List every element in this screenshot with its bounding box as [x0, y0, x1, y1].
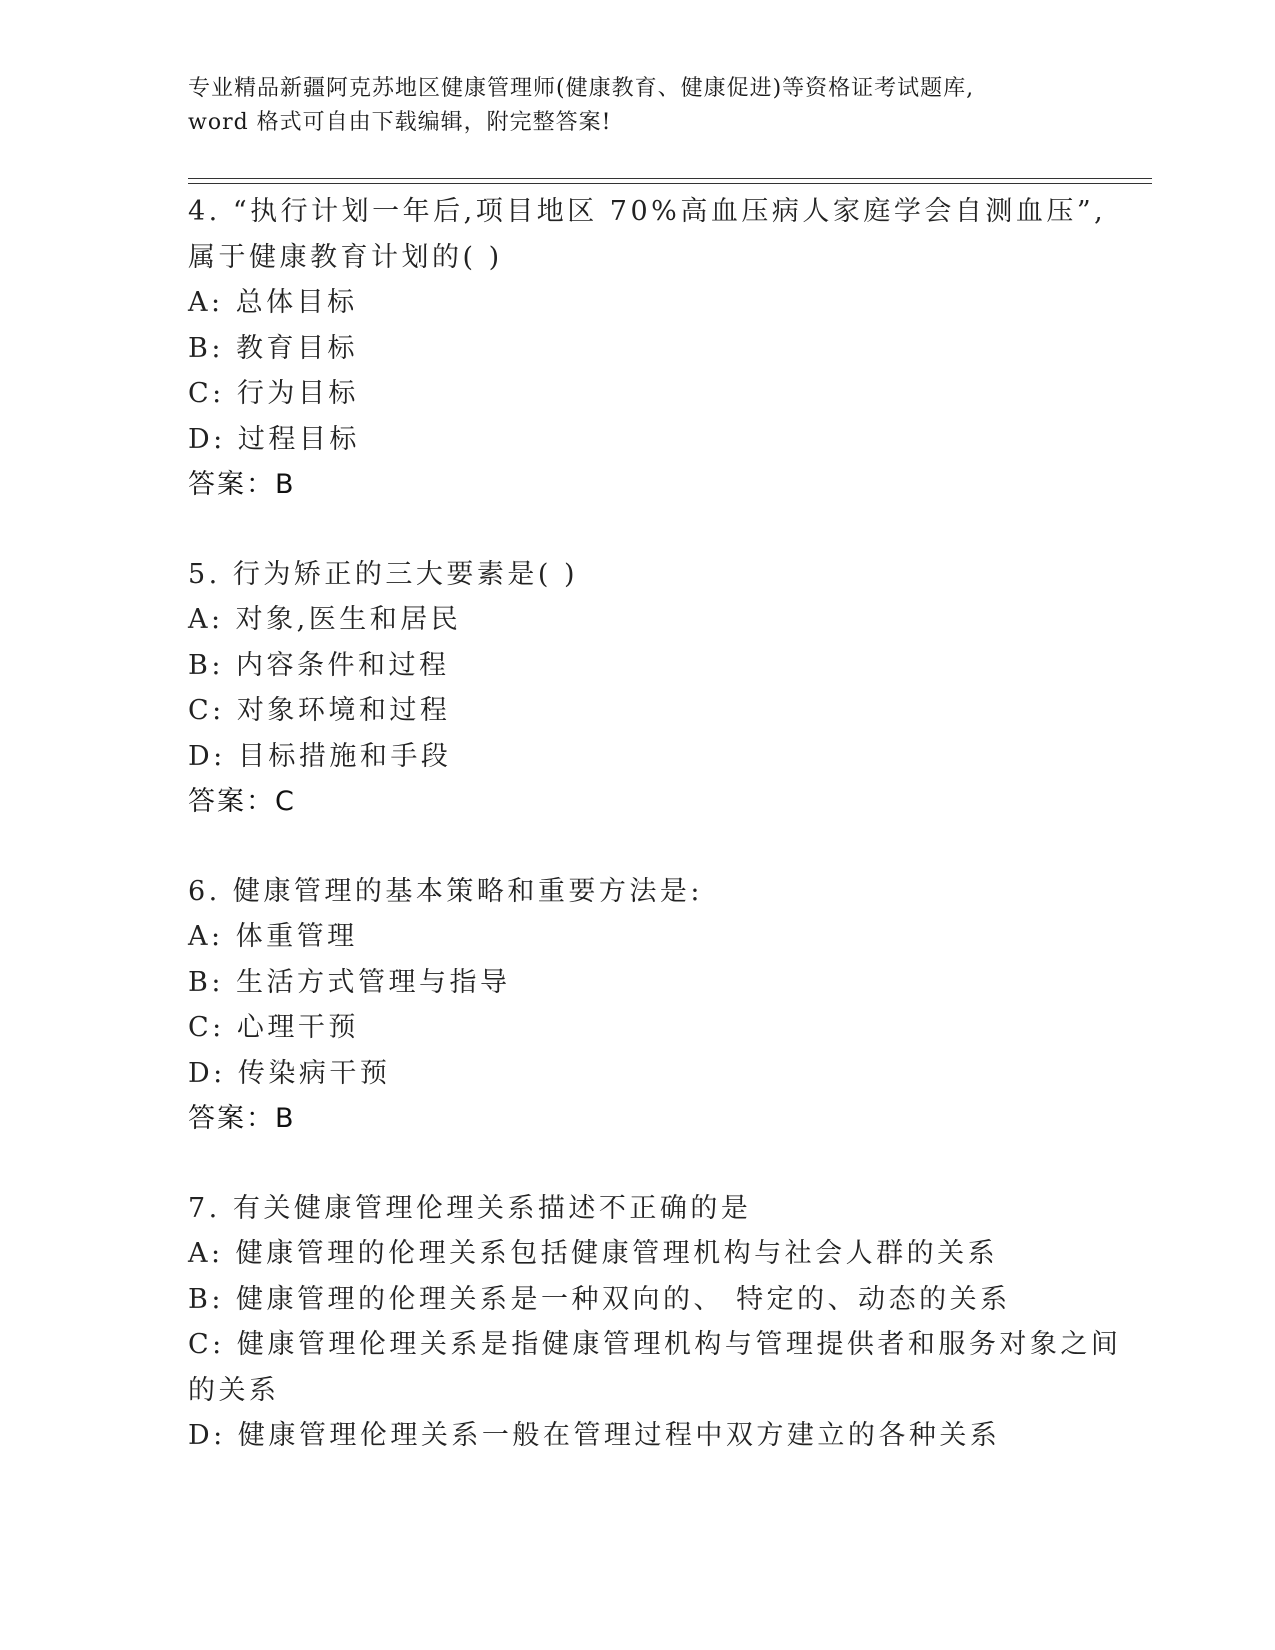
question-stem-line: 7. 有关健康管理伦理关系描述不正确的是: [188, 1192, 752, 1224]
option-b: B: 生活方式管理与指导: [188, 966, 511, 998]
question-4: [188, 189, 1107, 508]
option-d: D: 目标措施和手段: [188, 740, 452, 772]
option-a: A: 对象,医生和居民: [188, 604, 462, 635]
question-6: [188, 869, 1088, 1142]
option-a: A: 总体目标: [188, 287, 358, 318]
option-c: C: 对象环境和过程: [188, 695, 451, 726]
option-c: C: 健康管理伦理关系是指健康管理机构与管理提供者和服务对象之间: [188, 1329, 1122, 1360]
answer-line: 答案：B: [188, 1103, 296, 1134]
header-line-1: 专业精品新疆阿克苏地区健康管理师(健康教育、健康促进)等资格证考试题库,: [188, 76, 975, 101]
answer-line: 答案：B: [188, 469, 296, 500]
option-d: D: 健康管理伦理关系一般在管理过程中双方建立的各种关系: [188, 1420, 1001, 1451]
option-c-continued: 的关系: [188, 1374, 280, 1406]
option-b: B: 健康管理的伦理关系是一种双向的、 特定的、动态的关系: [188, 1283, 1011, 1315]
option-c: C: 行为目标: [188, 378, 359, 409]
question-stem-line: 属于健康教育计划的( ): [188, 241, 503, 273]
option-b: B: 教育目标: [188, 332, 359, 364]
question-stem-line: 4. “执行计划一年后,项目地区 70%高血压病人家庭学会自测血压”,: [188, 196, 1107, 227]
question-7: [188, 1186, 1122, 1459]
header-line-2: word 格式可自由下载编辑，附完整答案!: [188, 110, 612, 135]
option-b: B: 内容条件和过程: [188, 649, 450, 681]
option-c: C: 心理干预: [188, 1012, 359, 1043]
answer-line: 答案：C: [188, 786, 296, 817]
question-5: [188, 552, 1088, 825]
question-list: [188, 189, 1122, 1459]
header-rule-top: [188, 178, 1152, 179]
document-header: [188, 72, 1088, 140]
option-d: D: 传染病干预: [188, 1057, 391, 1089]
header-rule-bottom: [188, 183, 1152, 184]
question-stem-line: 6. 健康管理的基本策略和重要方法是:: [188, 875, 703, 907]
option-a: A: 健康管理的伦理关系包括健康管理机构与社会人群的关系: [188, 1238, 999, 1269]
question-stem-line: 5. 行为矫正的三大要素是( ): [188, 558, 578, 590]
option-a: A: 体重管理: [188, 921, 358, 952]
option-d: D: 过程目标: [188, 423, 360, 455]
